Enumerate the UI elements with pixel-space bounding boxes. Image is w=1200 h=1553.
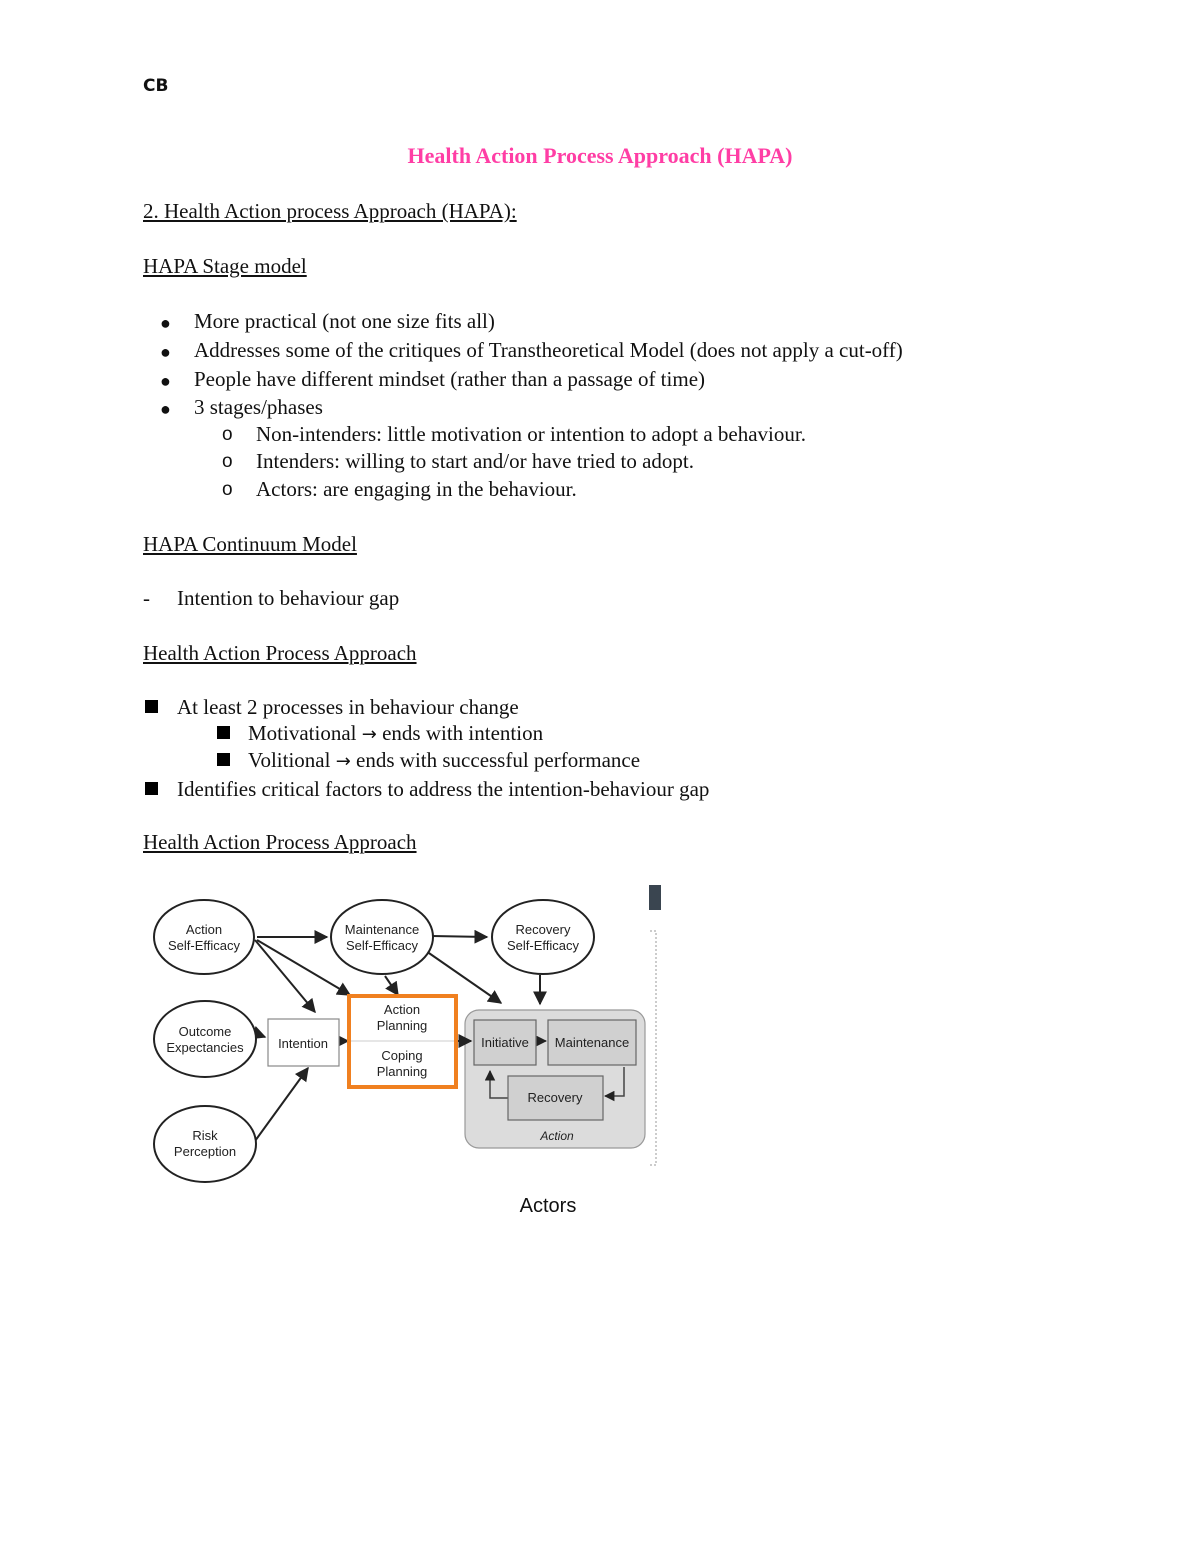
arrow-maint-se-to-recov-se [432,936,487,937]
bullet-icon: ● [160,342,171,362]
maintenance-self-efficacy-node [331,900,433,974]
hapa-item-1: At least 2 processes in behaviour change [177,695,519,719]
recov-se-label-2: Self-Efficacy [506,938,580,953]
recov-se-label-1: Recovery [515,922,571,937]
stage-bullet-4: 3 stages/phases [194,395,323,419]
outcome-label-2: Expectancies [166,1040,244,1055]
hapa-sub-1 [248,721,543,746]
bullet-icon: ● [160,371,171,391]
initiative-label: Initiative [481,1035,529,1050]
stage-bullet-1: More practical (not one size fits all) [194,309,495,333]
bullet-icon: ● [160,313,171,333]
dash-bullet-icon: - [143,586,150,610]
action-planning-label-2: Planning [376,1018,428,1033]
stage-bullet-2: Addresses some of the critiques of Transtheoretical Model (does not apply a cut-off) [194,338,903,362]
right-arrow-icon: → [361,724,377,745]
action-self-efficacy-node [154,900,254,974]
header-initials: CB [143,76,169,96]
action-planning-label-1: Action [383,1002,421,1017]
action-group-label: Action [540,1129,574,1143]
circle-bullet-icon: o [222,424,233,445]
maint-se-label-2: Self-Efficacy [345,938,419,953]
outcome-label-1: Outcome [178,1024,232,1039]
square-bullet-icon [217,726,230,739]
continuum-heading: HAPA Continuum Model [143,532,357,556]
square-bullet-icon [217,753,230,766]
volitional-label: Volitional [248,748,331,772]
motivational-result: ends with intention [382,721,544,745]
arrow-action-se-to-intention [255,940,315,1012]
stage-bullet-3: People have different mindset (rather than a passage of time) [194,367,706,391]
sub-bullet-1: Non-intenders: little motivation or intention to adopt a behaviour. [256,422,806,446]
hapa-sub-2 [248,748,640,773]
risk-label-1: Risk [192,1128,218,1143]
diagram-caption: Actors [519,1195,577,1217]
outcome-expectancies-node [154,1001,256,1077]
maintenance-label: Maintenance [554,1035,630,1050]
arrow-risk-to-intention [255,1068,308,1141]
stage-model-heading: HAPA Stage model [143,254,307,278]
volitional-result: ends with successful performance [356,748,641,772]
action-se-label-1: Action [185,922,223,937]
right-arrow-icon: → [335,751,351,772]
circle-bullet-icon: o [222,479,233,500]
arrow-outcome-to-intention [257,1034,265,1037]
sub-bullet-3: Actors: are engaging in the behaviour. [256,477,577,501]
bracket-line [650,931,656,1165]
circle-bullet-icon: o [222,451,233,472]
hapa-diagram [140,878,680,1223]
coping-planning-label-2: Planning [376,1064,428,1079]
action-se-label-2: Self-Efficacy [167,938,241,953]
motivational-label: Motivational [248,721,357,745]
intention-label: Intention [278,1036,328,1051]
coping-planning-label-1: Coping [381,1048,423,1063]
recovery-self-efficacy-node [492,900,594,974]
section-heading-hapa: 2. Health Action process Approach (HAPA): [143,199,517,223]
recovery-label: Recovery [527,1090,583,1105]
square-bullet-icon [145,700,158,713]
page-title: Health Action Process Approach (HAPA) [407,143,793,168]
dark-marker [649,885,661,910]
square-bullet-icon [145,782,158,795]
hapa-heading-2: Health Action Process Approach [143,830,417,854]
hapa-heading-1: Health Action Process Approach [143,641,417,665]
sub-bullet-2: Intenders: willing to start and/or have tried to adopt. [256,449,694,473]
hapa-item-2: Identifies critical factors to address the intention-behaviour gap [177,777,710,801]
risk-label-2: Perception [173,1144,237,1159]
bullet-icon: ● [160,399,171,419]
arrow-maint-se-to-planning [385,976,398,995]
maint-se-label-1: Maintenance [344,922,420,937]
continuum-item: Intention to behaviour gap [177,586,400,610]
